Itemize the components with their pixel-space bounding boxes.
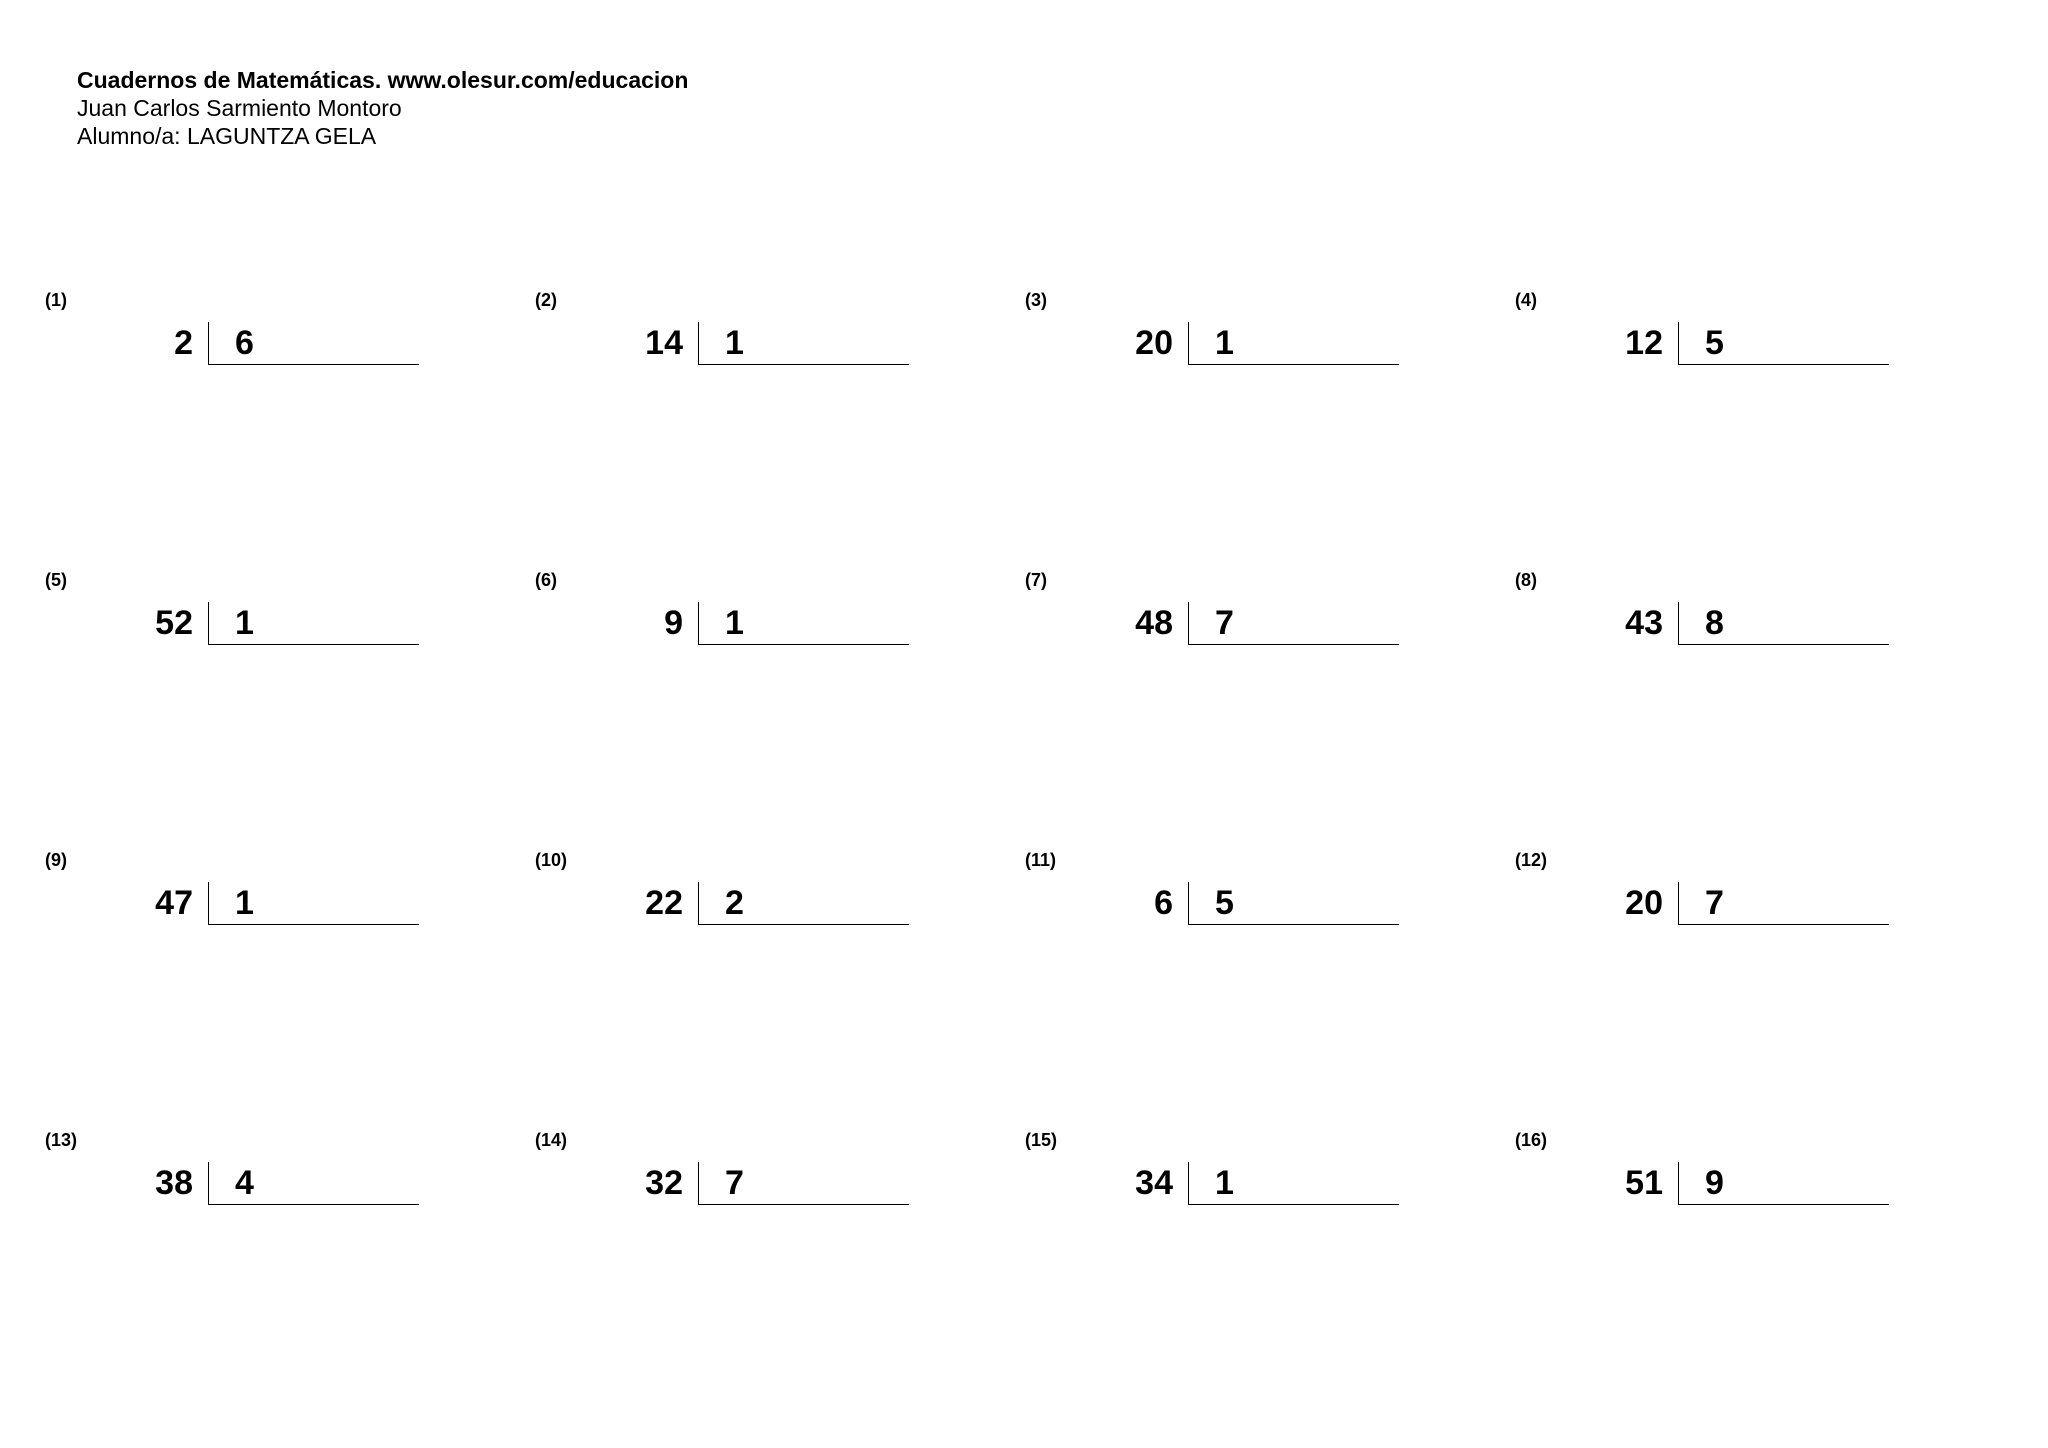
division-bracket — [1678, 602, 1889, 645]
division-problem — [535, 570, 975, 670]
division-problem — [1025, 850, 1465, 950]
divisor: 1 — [1215, 1164, 1234, 1202]
student-name: Alumno/a: LAGUNTZA GELA — [77, 123, 377, 149]
dividend: 20 — [1135, 324, 1173, 362]
division-bracket — [1678, 882, 1889, 925]
division-bracket — [1188, 1162, 1399, 1205]
divisor: 1 — [725, 604, 744, 642]
division-bracket — [1678, 322, 1889, 365]
division-bracket — [698, 882, 909, 925]
division-bracket — [208, 322, 419, 365]
divisor: 1 — [235, 604, 254, 642]
dividend: 38 — [155, 1164, 193, 1202]
division-problem — [535, 850, 975, 950]
division-problem — [1515, 1130, 1955, 1230]
division-bracket — [208, 602, 419, 645]
dividend: 48 — [1135, 604, 1173, 642]
division-problem — [535, 1130, 975, 1230]
problem-number: (4) — [1515, 290, 1537, 310]
division-problem — [45, 290, 485, 390]
problem-number: (2) — [535, 290, 557, 310]
division-bracket — [698, 1162, 909, 1205]
dividend: 9 — [664, 604, 683, 642]
problem-number: (5) — [45, 570, 67, 590]
problem-number: (7) — [1025, 570, 1047, 590]
problem-number: (16) — [1515, 1130, 1548, 1150]
division-problem — [1515, 570, 1955, 670]
problem-number: (13) — [45, 1130, 78, 1150]
divisor: 7 — [1705, 884, 1724, 922]
problem-number: (10) — [535, 850, 568, 870]
division-problem — [1025, 570, 1465, 670]
divisor: 7 — [1215, 604, 1234, 642]
dividend: 12 — [1625, 324, 1663, 362]
problem-number: (9) — [45, 850, 67, 870]
division-bracket — [208, 1162, 419, 1205]
division-bracket — [698, 602, 909, 645]
dividend: 20 — [1625, 884, 1663, 922]
dividend: 6 — [1154, 884, 1173, 922]
problem-number: (3) — [1025, 290, 1047, 310]
problem-number: (1) — [45, 290, 67, 310]
problem-number: (11) — [1025, 850, 1057, 870]
divisor: 8 — [1705, 604, 1724, 642]
worksheet-title: Cuadernos de Matemáticas. www.olesur.com/educacion — [77, 67, 689, 93]
divisor: 2 — [725, 884, 744, 922]
division-problem — [45, 1130, 485, 1230]
dividend: 32 — [645, 1164, 683, 1202]
division-problem — [535, 290, 975, 390]
division-problem — [45, 570, 485, 670]
problem-number: (6) — [535, 570, 557, 590]
division-problem — [1025, 290, 1465, 390]
dividend: 47 — [155, 884, 193, 922]
dividend: 34 — [1135, 1164, 1173, 1202]
dividend: 52 — [155, 604, 193, 642]
division-problem — [1025, 1130, 1465, 1230]
division-bracket — [208, 882, 419, 925]
problem-number: (15) — [1025, 1130, 1058, 1150]
divisor: 1 — [725, 324, 744, 362]
problem-number: (12) — [1515, 850, 1548, 870]
division-bracket — [1188, 882, 1399, 925]
divisor: 6 — [235, 324, 254, 362]
divisor: 5 — [1705, 324, 1724, 362]
dividend: 14 — [645, 324, 683, 362]
division-problem — [1515, 850, 1955, 950]
division-bracket — [698, 322, 909, 365]
division-bracket — [1678, 1162, 1889, 1205]
division-bracket — [1188, 602, 1399, 645]
dividend: 43 — [1625, 604, 1663, 642]
problem-number: (8) — [1515, 570, 1537, 590]
divisor: 9 — [1705, 1164, 1724, 1202]
division-problem — [45, 850, 485, 950]
dividend: 51 — [1625, 1164, 1663, 1202]
divisor: 4 — [235, 1164, 254, 1202]
division-bracket — [1188, 322, 1399, 365]
divisor: 1 — [1215, 324, 1234, 362]
problem-number: (14) — [535, 1130, 568, 1150]
author-name: Juan Carlos Sarmiento Montoro — [77, 95, 402, 121]
divisor: 5 — [1215, 884, 1234, 922]
dividend: 2 — [174, 324, 193, 362]
divisor: 1 — [235, 884, 254, 922]
divisor: 7 — [725, 1164, 744, 1202]
dividend: 22 — [645, 884, 683, 922]
division-problem — [1515, 290, 1955, 390]
